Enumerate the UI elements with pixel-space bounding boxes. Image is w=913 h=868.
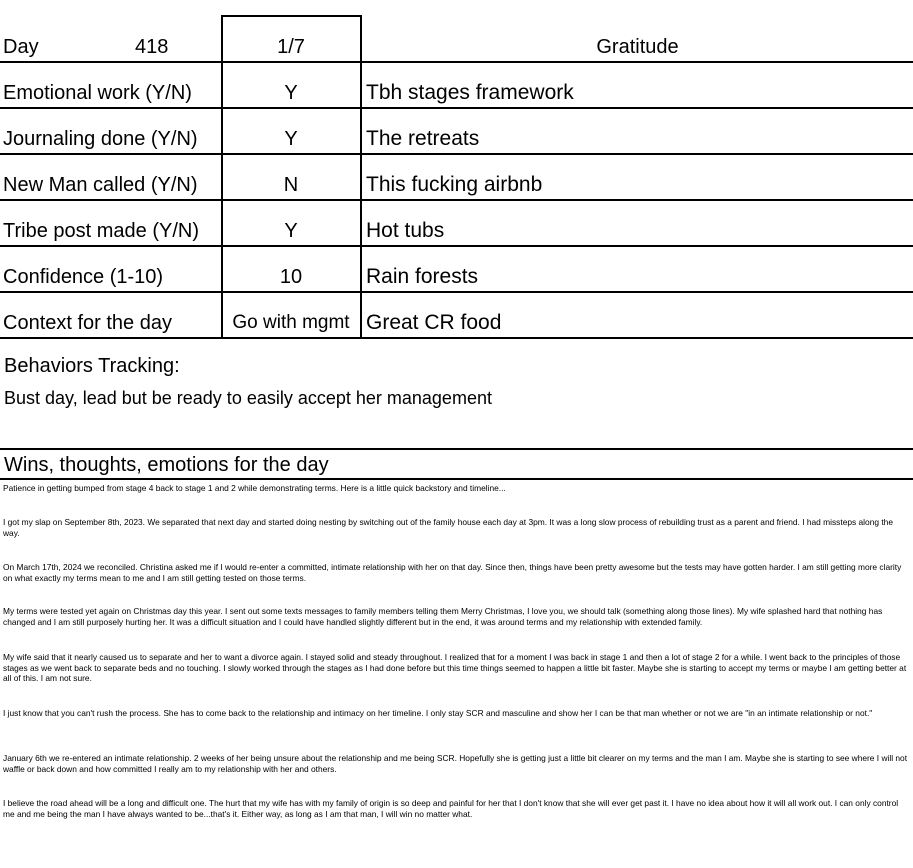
day-number: 418 <box>135 36 169 58</box>
gratitude-item: Rain forests <box>366 265 479 288</box>
wins-paragraph: I got my slap on September 8th, 2023. We separated that next day and started doing nesting by switching out of the family house each day at 3pm. It was a long slow process of rebuilding trust as a parent and friend. I had missteps along the way. <box>3 517 893 538</box>
gratitude-item: Great CR food <box>366 311 502 334</box>
row-divider <box>0 291 913 293</box>
row-divider <box>0 153 913 155</box>
day-label: Day <box>3 36 39 58</box>
wins-paragraph: My terms were tested yet again on Christmas day this year. I sent out some texts messages to family members telling them Merry Christmas, I love you, we should talk (something along those lines). My wife splashed hard that nothing has changed and I am still purposely hurting her. It was a difficult situation and I could have handled slightly different but in the end, it was around terms and my relationship with extended family. <box>3 606 883 627</box>
table-top-border <box>221 15 361 17</box>
gratitude-item: This fucking airbnb <box>366 173 543 196</box>
row-divider <box>0 61 913 63</box>
wins-paragraph: My wife said that it nearly caused us to separate and her to want a divorce again. I stayed solid and steady throughout. I realized that for a moment I was back in stage 1 and then a lot of stage 2 for a while. I went back to the principles of those stages as we went back to separate beds and no touching. I slowly worked through the stages as I had done before but this time things seemed to happen a little bit faster. Maybe she is starting to accept my terms or maybe I am getting better at all of this. I am not sure. <box>3 652 907 683</box>
row-value: Y <box>284 220 298 242</box>
row-divider <box>0 107 913 109</box>
row-divider <box>0 199 913 201</box>
wins-paragraph: I just know that you can't rush the process. She has to come back to the relationship and intimacy on her timeline. I only stay SCR and masculine and show her I can be that man whether or not we are "in an intimate relationship or not." <box>3 708 873 718</box>
row-divider <box>0 245 913 247</box>
behaviors-text: Bust day, lead but be ready to easily accept her management <box>4 388 492 408</box>
behaviors-heading: Behaviors Tracking: <box>4 355 180 377</box>
row-label: Context for the day <box>3 312 172 334</box>
row-label: Tribe post made (Y/N) <box>3 220 199 242</box>
wins-paragraph: I believe the road ahead will be a long and difficult one. The hurt that my wife has with my family of origin is so deep and painful for her that I don't know that she will ever get past it. I have no idea about how it will all work out. I can only control me and me being the man I have always wanted to be...that's it. Either way, as long as I am that man, I will win no matter what. <box>3 798 899 819</box>
row-label: Emotional work (Y/N) <box>3 82 192 104</box>
gratitude-heading: Gratitude <box>596 36 679 58</box>
wins-paragraph: Patience in getting bumped from stage 4 back to stage 1 and 2 while demonstrating terms. Here is a little quick backstory and timeline... <box>3 483 506 493</box>
row-value: Y <box>284 128 298 150</box>
wins-top-border <box>0 448 913 450</box>
row-label: Journaling done (Y/N) <box>3 128 198 150</box>
column-divider <box>360 15 362 339</box>
row-value: Y <box>284 82 298 104</box>
row-value: N <box>283 174 299 196</box>
gratitude-item: Tbh stages framework <box>366 81 574 104</box>
row-value: 10 <box>279 266 303 288</box>
table-bottom-border <box>0 337 913 339</box>
wins-heading: Wins, thoughts, emotions for the day <box>4 454 329 476</box>
gratitude-item: Hot tubs <box>366 219 445 242</box>
wins-paragraph: On March 17th, 2024 we reconciled. Christina asked me if I would re-enter a committed, intimate relationship with her on that day. Since then, things have been pretty awesome but the tests may have gotten harder. I am still getting more clarity on what exactly my terms mean to me and I am still getting tested on those terms. <box>3 562 902 583</box>
row-label: New Man called (Y/N) <box>3 174 198 196</box>
entry-date: 1/7 <box>277 36 305 58</box>
gratitude-item: The retreats <box>366 127 480 150</box>
row-label: Confidence (1-10) <box>3 266 164 288</box>
row-value: Go with mgmt <box>232 312 350 333</box>
wins-paragraph: January 6th we re-entered an intimate relationship. 2 weeks of her being unsure about the relationship and me being SCR. Hopefully she is getting just a little bit clearer on my terms and the man I am. Maybe she is starting to see where I will not waffle or back down and how committed I really am to my relationship with her and others. <box>3 753 908 774</box>
